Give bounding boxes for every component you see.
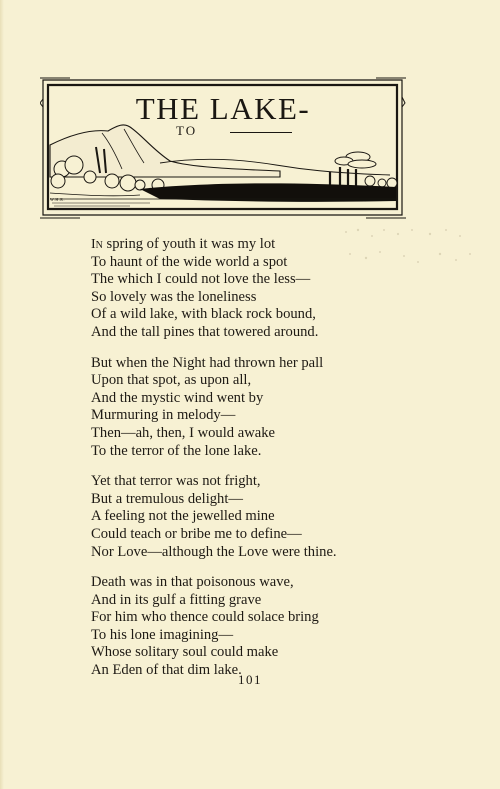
poem-line: So lovely was the loneliness [91, 288, 257, 305]
headpiece-illustration [40, 77, 406, 219]
poem-line: Death was in that poisonous wave, [91, 574, 294, 591]
page-number: 101 [238, 672, 262, 687]
page-edge [0, 0, 4, 789]
poem-line: Upon that spot, as upon all, [91, 372, 252, 389]
poem-body [91, 236, 391, 693]
poem-line: Could teach or bribe me to define— [91, 525, 302, 542]
stanza [91, 574, 391, 680]
poem-line: And the tall pines that towered around. [91, 323, 319, 340]
poem-line: Then—ah, then, I would awake [91, 424, 275, 441]
poem-line: And in its gulf a fitting grave [91, 591, 262, 608]
poem-line: Whose solitary soul could make [91, 644, 279, 661]
initial-word: In [91, 237, 103, 252]
poem-dedication: TO [176, 123, 198, 138]
stanza [91, 355, 391, 461]
stanza [91, 236, 391, 342]
poem-line: The which I could not love the less— [91, 271, 311, 288]
poem-line: Of a wild lake, with black rock bound, [91, 306, 316, 323]
poem-line: For him who thence could solace bring [91, 609, 319, 626]
poem-line: But when the Night had thrown her pall [91, 354, 324, 371]
stanza [91, 473, 391, 561]
poem-title: THE LAKE- [135, 91, 311, 126]
poem-line: In spring of youth it was my lot [91, 236, 276, 252]
poem-line: To the terror of the lone lake. [91, 442, 262, 459]
poem-line: And the mystic wind went by [91, 389, 264, 406]
poem-line: To haunt of the wide world a spot [91, 253, 288, 270]
poem-line: Yet that terror was not fright, [91, 473, 261, 490]
poem-line: To his lone imagining— [91, 626, 234, 643]
poem-line: A feeling not the jewelled mine [91, 508, 275, 525]
poem-line: But a tremulous delight— [91, 490, 244, 507]
poem-line: Nor Love—although the Love were thine. [91, 543, 337, 560]
dedication-blank-rule [230, 132, 292, 133]
artist-monogram: W.H.R. [50, 197, 65, 202]
poem-line: Murmuring in melody— [91, 407, 236, 424]
poem-line: An Eden of that dim lake. [91, 662, 242, 679]
